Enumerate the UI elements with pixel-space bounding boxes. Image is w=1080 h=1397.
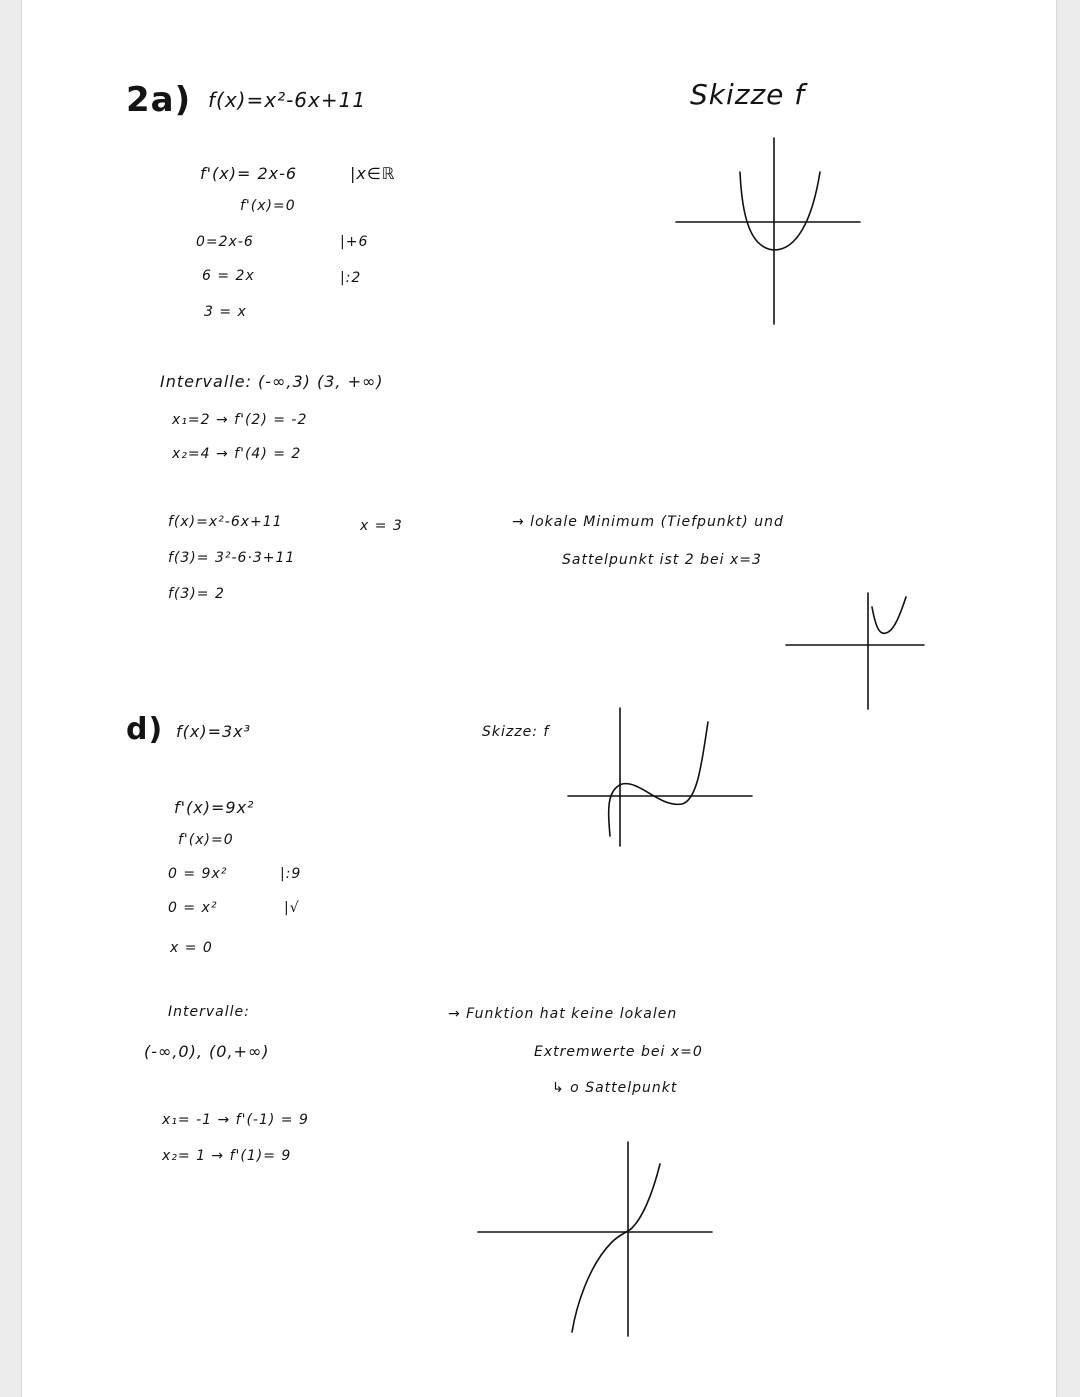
part-a-eval-x: x = 3 (360, 518, 403, 534)
part-d-intervals-label: Intervalle: (168, 1004, 250, 1020)
part-a-step1: 0=2x-6 (196, 234, 254, 250)
parabola-sketch (662, 130, 862, 330)
notebook-page (22, 0, 1056, 1397)
part-a-step1-op: |+6 (340, 234, 369, 250)
parabola-curve (740, 172, 820, 250)
cubic-saddle-sketch (472, 1136, 722, 1346)
part-d-sketch-label: Skizze: f (482, 724, 550, 740)
part-d-set-zero: f'(x)=0 (178, 832, 234, 848)
part-d-step2-op: |√ (284, 900, 300, 916)
part-d-label: d) (126, 712, 164, 747)
part-a-set-zero: f'(x)=0 (240, 198, 296, 214)
part-a-step2: 6 = 2x (202, 268, 255, 284)
part-a-eval1: f(x)=x²-6x+11 (168, 514, 283, 530)
part-d-conclusion-2: Extremwerte bei x=0 (534, 1044, 703, 1060)
part-d-step2: 0 = x² (168, 900, 218, 916)
part-d-intervals: (-∞,0), (0,+∞) (144, 1042, 270, 1061)
part-a-test2: x₂=4 → f'(4) = 2 (172, 446, 302, 462)
part-d-conclusion-1: → Funktion hat keine lokalen (448, 1006, 678, 1022)
part-d-step1: 0 = 9x² (168, 866, 228, 882)
part-d-conclusion-3: ↳ o Sattelpunkt (552, 1080, 678, 1096)
part-d-test2: x₂= 1 → f'(1)= 9 (162, 1148, 292, 1164)
part-a-eval3: f(3)= 2 (168, 586, 225, 602)
part-a-label: 2a) (126, 80, 192, 120)
cubic-sketch-with-extrema (562, 700, 762, 850)
cubic-curve (609, 722, 708, 836)
part-a-step3: 3 = x (204, 304, 247, 320)
part-d-step1-op: |:9 (280, 866, 302, 882)
part-d-test1: x₁= -1 → f'(-1) = 9 (162, 1112, 309, 1128)
part-a-sketch-label: Skizze f (690, 78, 806, 111)
part-a-conclusion-1: → lokale Minimum (Tiefpunkt) und (512, 514, 784, 530)
part-a-eval2: f(3)= 3²-6·3+11 (168, 550, 296, 566)
part-a-function: f(x)=x²-6x+11 (208, 88, 367, 112)
part-a-domain: |x∈ℝ (350, 164, 396, 183)
part-d-derivative: f'(x)=9x² (174, 798, 255, 817)
cubic-curve (572, 1164, 660, 1332)
part-a-conclusion-2: Sattelpunkt ist 2 bei x=3 (562, 552, 762, 568)
parabola-curve (872, 597, 906, 633)
part-d-function: f(x)=3x³ (176, 722, 252, 741)
part-a-derivative: f'(x)= 2x-6 (200, 164, 298, 183)
part-a-step2-op: |:2 (340, 270, 362, 286)
minimum-sketch (782, 585, 942, 715)
part-a-intervals: Intervalle: (-∞,3) (3, +∞) (160, 372, 384, 391)
part-a-test1: x₁=2 → f'(2) = -2 (172, 412, 308, 428)
part-d-step3: x = 0 (170, 940, 213, 956)
